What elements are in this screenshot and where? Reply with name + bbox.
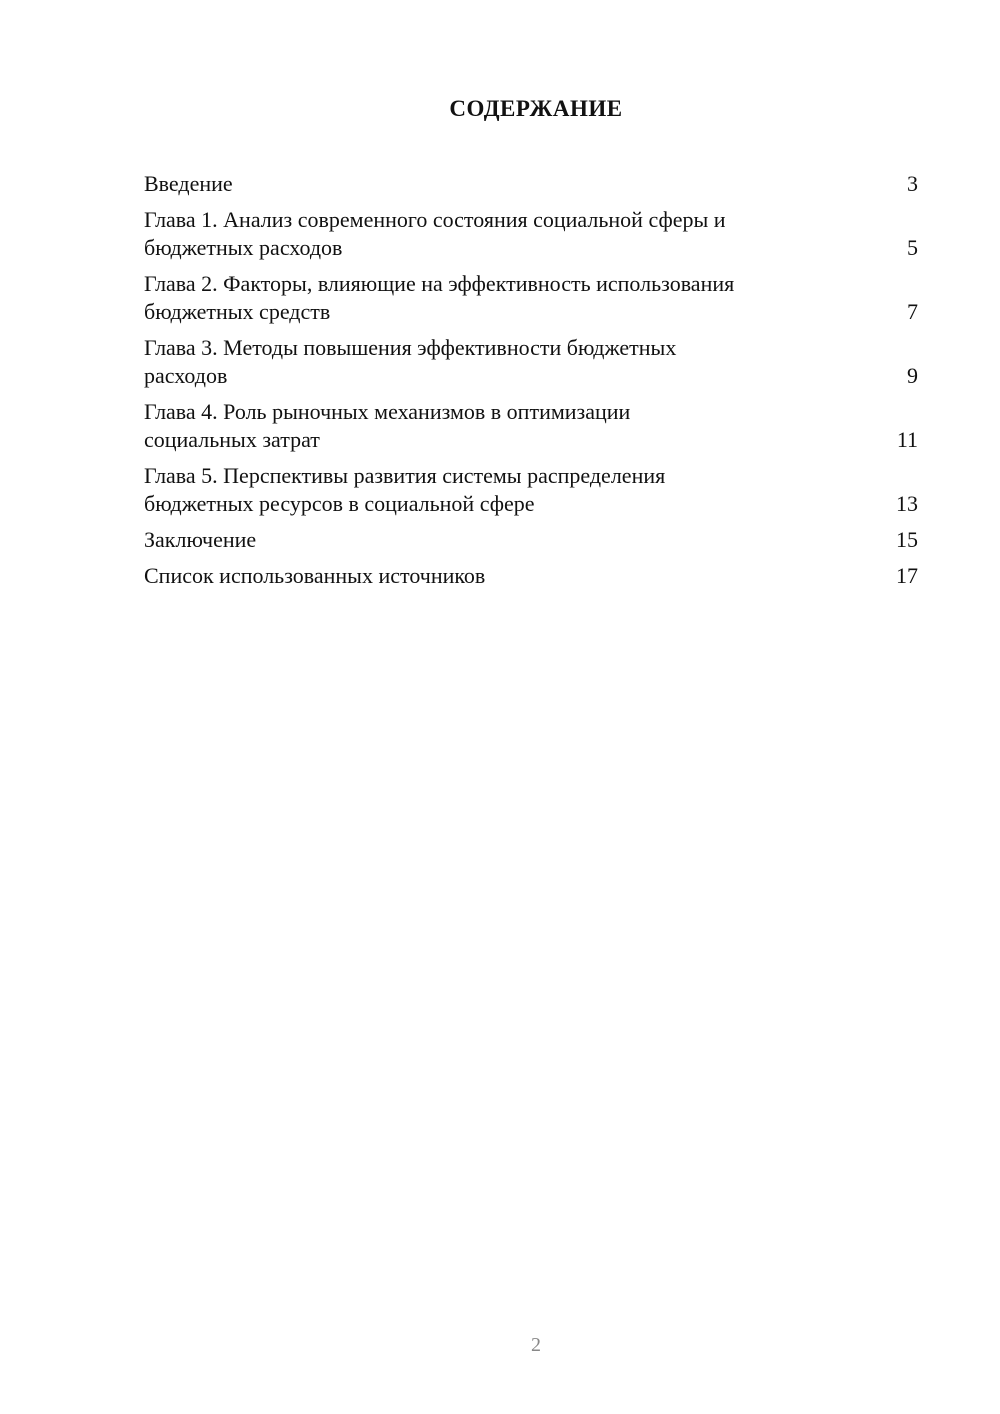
toc-entry-page: 7 [907,299,918,324]
toc-entry-text: Глава 5. Перспективы развития системы распределения бюджетных ресурсов в социальной сфере [144,463,666,516]
toc-entry-chapter-2[interactable] [144,270,918,326]
toc-entry-text: Введение [144,171,233,196]
toc-entry-text: Глава 3. Методы повышения эффективности бюджетных расходов [144,335,677,388]
toc-entry-conclusion[interactable] [144,526,918,554]
toc-entry-chapter-3[interactable] [144,334,918,390]
toc-entry-page: 15 [896,527,918,552]
toc-entry-chapter-5[interactable] [144,462,918,518]
toc-entry-text: Глава 4. Роль рыночных механизмов в оптимизации социальных затрат [144,399,631,452]
toc-entry-page: 3 [907,171,918,196]
toc-entry-references[interactable] [144,562,918,590]
toc-entry-text: Список использованных источников [144,563,486,588]
toc-entry-chapter-4[interactable] [144,398,918,454]
toc-entry-page: 13 [896,491,918,516]
table-of-contents [144,170,918,598]
toc-entry-page: 5 [907,235,918,260]
toc-title: СОДЕРЖАНИЕ [449,96,623,121]
toc-entry-text: Глава 2. Факторы, влияющие на эффективность использования бюджетных средств [144,271,735,324]
toc-title-container [144,96,928,122]
toc-entry-page: 17 [896,563,918,588]
toc-entry-text: Глава 1. Анализ современного состояния социальной сферы и бюджетных расходов [144,207,726,260]
toc-entry-introduction[interactable] [144,170,918,198]
toc-entry-page: 9 [907,363,918,388]
toc-entry-text: Заключение [144,527,257,552]
toc-entry-chapter-1[interactable] [144,206,918,262]
page-number: 2 [531,1334,541,1356]
toc-entry-page: 11 [896,427,918,452]
